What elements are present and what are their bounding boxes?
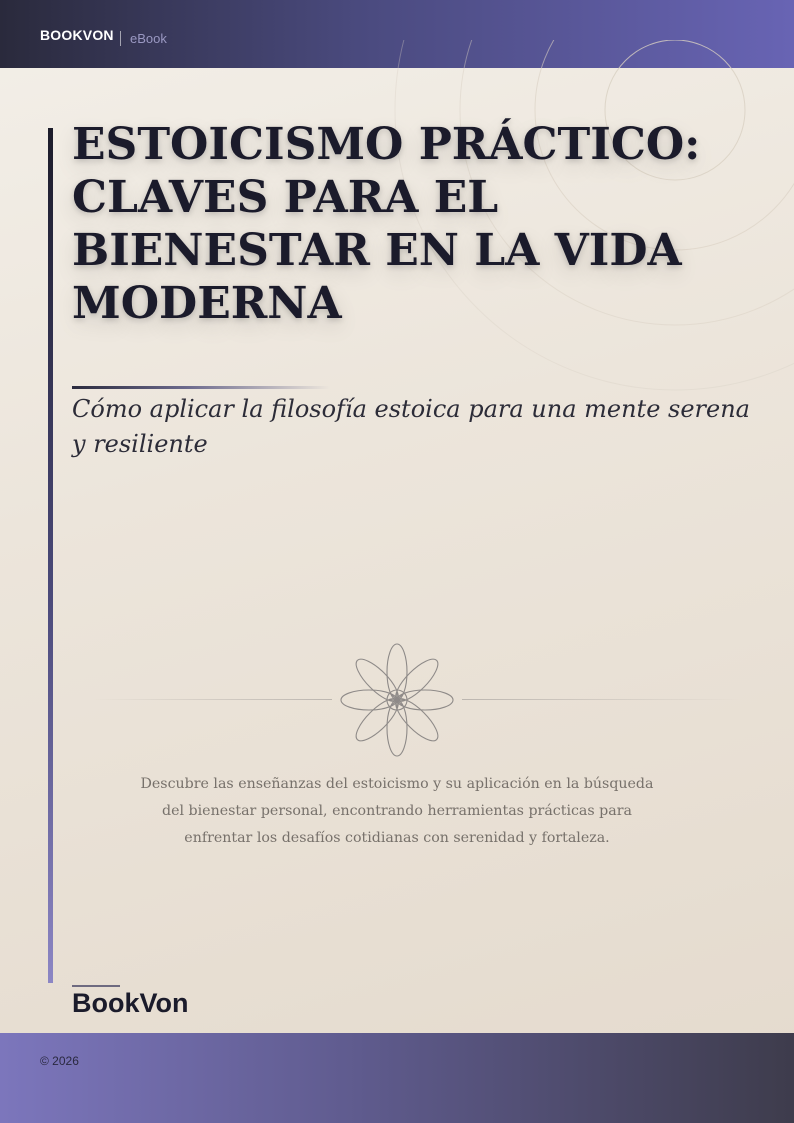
flower-ornament-icon bbox=[337, 640, 457, 760]
book-subtitle: Cómo aplicar la filosofía estoica para una mente serena y resiliente bbox=[72, 395, 750, 458]
brand-logo: BOOKVON bbox=[40, 27, 114, 43]
book-description: Descubre las enseñanzas del estoicismo y su aplicación en la búsqueda del bienestar personal, encontrando herramientas prácticas para enfrentar los desafíos cotidianas con serenidad y fortaleza. bbox=[140, 776, 654, 846]
footer-bar bbox=[0, 1033, 794, 1123]
brand-separator bbox=[120, 31, 121, 46]
accent-bar bbox=[48, 128, 53, 983]
ornament-line-left bbox=[92, 699, 332, 700]
brand-subtitle: eBook bbox=[130, 31, 167, 46]
copyright-text: © 2026 bbox=[40, 1054, 79, 1068]
subtitle-divider bbox=[72, 386, 330, 389]
ornament-line-right bbox=[462, 699, 742, 700]
book-title: ESTOICISMO PRÁCTICO: CLAVES PARA EL BIENESTAR EN LA VIDA MODERNA bbox=[72, 119, 701, 329]
publisher-name: BookVon bbox=[72, 988, 189, 1018]
